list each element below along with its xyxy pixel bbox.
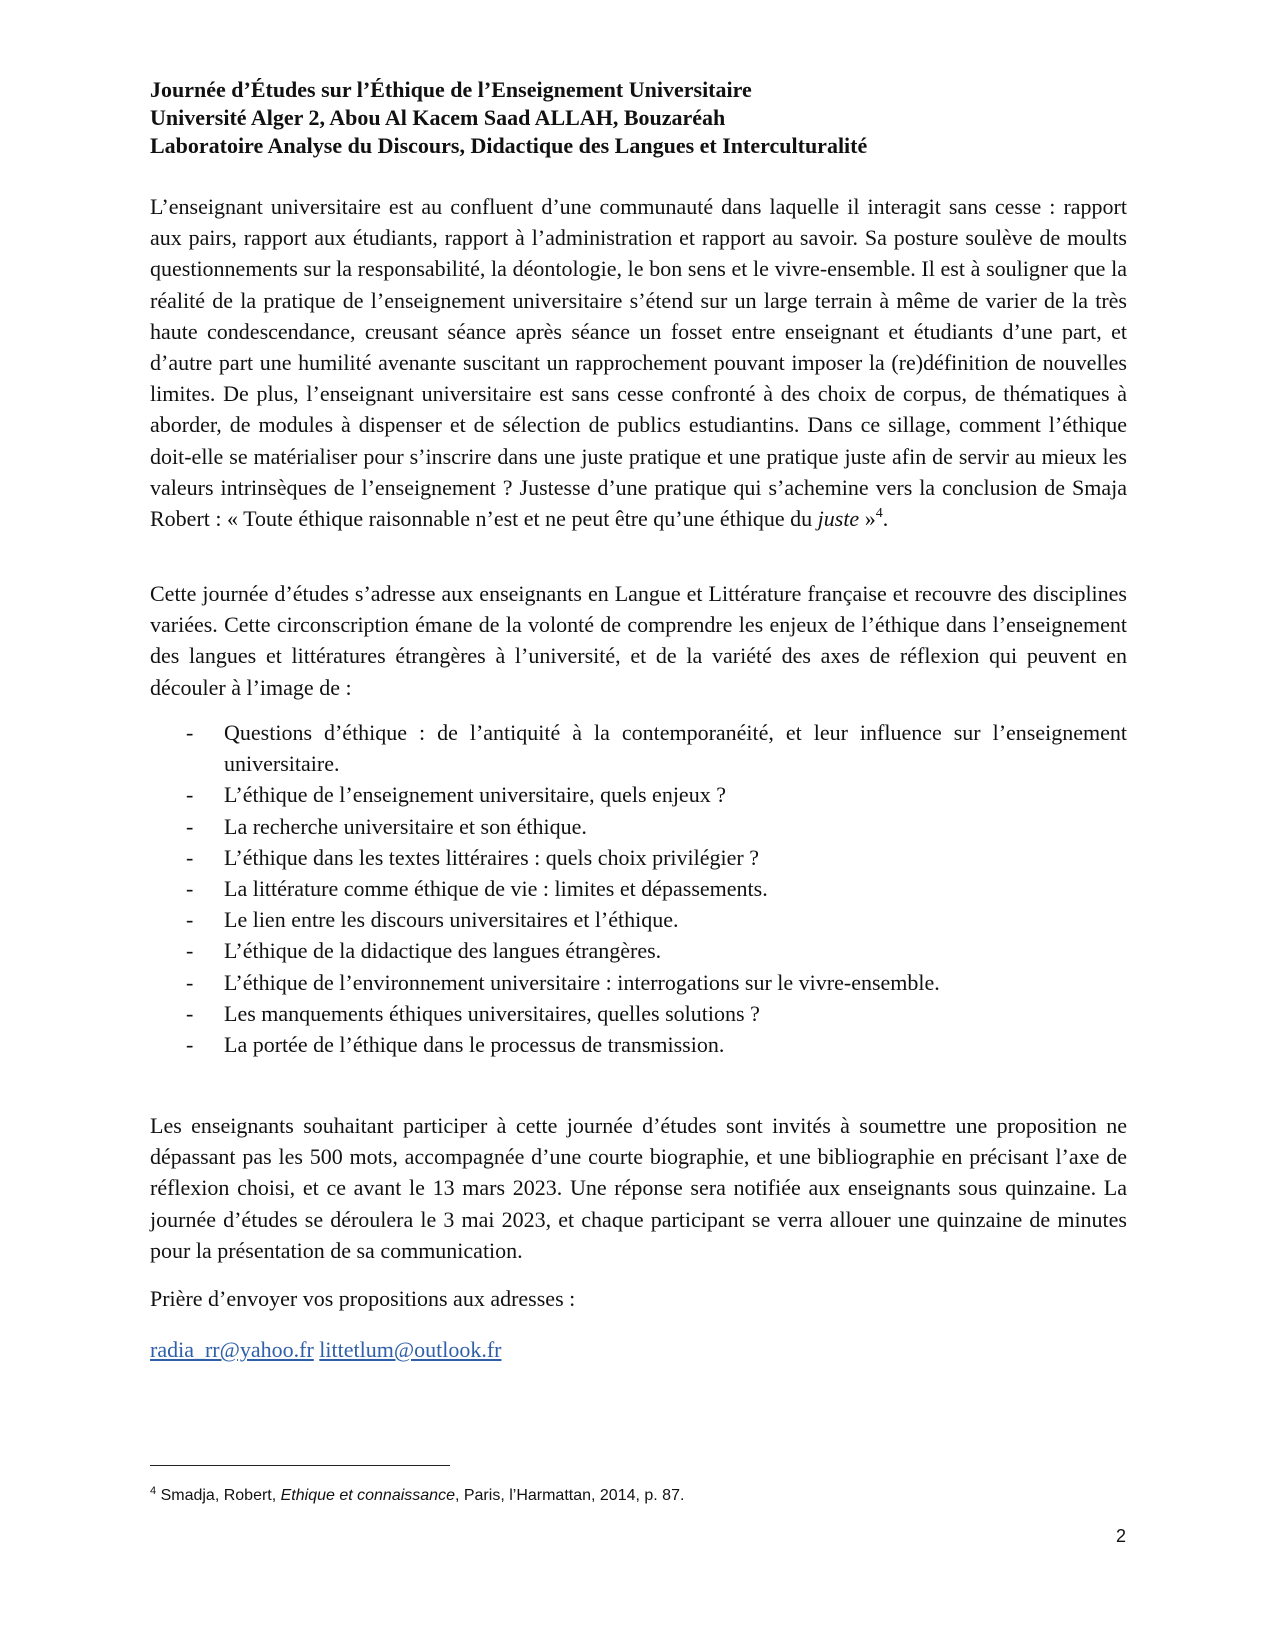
email-links: [150, 1334, 501, 1365]
dash-bullet-icon: -: [186, 813, 194, 839]
dash-bullet-icon: -: [186, 969, 194, 995]
dash-bullet-icon: -: [186, 938, 194, 964]
list-item: - L’éthique dans les textes littéraires : quels choix privilégier ?: [150, 842, 1127, 873]
list-item: - La littérature comme éthique de vie : limites et dépassements.: [150, 873, 1127, 904]
dash-bullet-icon: -: [186, 782, 194, 808]
event-title: Journée d’Études sur l’Éthique de l’Enseignement Universitaire: [150, 77, 752, 102]
intro-text: L’enseignant universitaire est au confluent d’une communauté dans laquelle il interagit sans cesse : rapport aux pairs, rapport aux étudiants, rapport à l’administration et rapport au savoir. Sa posture soulève de moults questionnements sur la responsabilité, la déontologie, le bon sens et le vivre-ensemble. Il est à souligner que la réalité de la pratique de l’enseignement universitaire s’étend sur un large terrain à même de varier de la très haute condescendance, creusant séance après séance un fosset entre enseignant et étudiants d’une part, et d’autre part une humilité avenante suscitant un rapprochement pouvant imposer la (re)définition de nouvelles limites. De plus, l’enseignant universitaire est sans cesse confronté à des choix de corpus, de thématiques à aborder, de modules à dispenser et de sélection de publics estudiantins. Dans ce sillage, comment l’éthique doit-elle se matérialiser pour s’inscrire dans une juste pratique et une pratique juste afin de servir au mieux les valeurs intrinsèques de l’enseignement ? Justesse d’une pratique qui s’achemine vers la conclusion de Smaja Robert : « Toute éthique raisonnable n’est et ne peut être qu’une éthique du: [150, 194, 1127, 532]
intro-end: .: [882, 506, 889, 532]
dash-bullet-icon: -: [186, 844, 194, 870]
footnote-book-title: Ethique et connaissance: [280, 1487, 455, 1504]
intro-italic-word: juste: [817, 506, 860, 532]
dash-bullet-icon: -: [186, 1032, 194, 1058]
footnote-number: 4: [150, 1485, 157, 1497]
intro-closing-quote: »: [859, 506, 876, 532]
scope-paragraph: [150, 578, 1127, 703]
list-item: - La recherche universitaire et son éthique.: [150, 811, 1127, 842]
intro-paragraph: [150, 191, 1127, 534]
list-item: - Le lien entre les discours universitaires et l’éthique.: [150, 904, 1127, 935]
list-item: - La portée de l’éthique dans le processus de transmission.: [150, 1029, 1127, 1060]
document-header: [150, 76, 1150, 160]
dash-bullet-icon: -: [186, 720, 194, 745]
footnote-separator: [150, 1465, 450, 1466]
footnote-reference[interactable]: 4: [875, 506, 883, 522]
email-link-yahoo[interactable]: radia_rr@yahoo.fr: [150, 1337, 314, 1362]
list-item: - Les manquements éthiques universitaires, quelles solutions ?: [150, 998, 1127, 1029]
contact-label: Prière d’envoyer vos propositions aux adresses :: [150, 1286, 576, 1311]
submission-paragraph: [150, 1110, 1127, 1266]
list-item: - L’éthique de l’enseignement universitaire, quels enjeux ?: [150, 779, 1127, 810]
page-number: 2: [1116, 1526, 1127, 1546]
list-item: - L’éthique de la didactique des langues étrangères.: [150, 935, 1127, 966]
list-item: - Questions d’éthique : de l’antiquité à la contemporanéité, et leur influence sur l’enseignement universitaire.: [150, 717, 1127, 779]
footnote: $^4$ Smadja, Robert, Ethique et connaissance, Paris, l’Harmattan, 2014, p. 87.: [150, 1485, 685, 1504]
dash-bullet-icon: -: [186, 876, 194, 902]
list-item: - L’éthique de l’environnement universitaire : interrogations sur le vivre-ensemble.: [150, 967, 1127, 998]
university-name: Université Alger 2, Abou Al Kacem Saad ALLAH, Bouzaréah: [150, 105, 726, 130]
dash-bullet-icon: -: [186, 1000, 194, 1026]
submission-text: Les enseignants souhaitant participer à cette journée d’études sont invités à soumettre une proposition ne dépassant pas les 500 mots, accompagnée d’une courte biographie, et une bibliographie en précisant l’axe de réflexion choisi, et ce avant le 13 mars 2023. Une réponse sera notifiée aux enseignants sous quinzaine. La journée d’études se déroulera le 3 mai 2023, et chaque participant se verra allouer une quinzaine de minutes pour la présentation de sa communication.: [150, 1113, 1127, 1263]
dash-bullet-icon: -: [186, 907, 194, 933]
axes-list: [150, 717, 1127, 1060]
scope-text: Cette journée d’études s’adresse aux enseignants en Langue et Littérature française et recouvre des disciplines variées. Cette circonscription émane de la volonté de comprendre les enjeux de l’éthique dans l’enseignement des langues et littératures étrangères à l’université, et de la variété des axes de réflexion qui peuvent en découler à l’image de :: [150, 581, 1127, 700]
laboratory-name: Laboratoire Analyse du Discours, Didactique des Langues et Interculturalité: [150, 133, 868, 158]
email-link-outlook[interactable]: littetlum@outlook.fr: [319, 1337, 502, 1362]
